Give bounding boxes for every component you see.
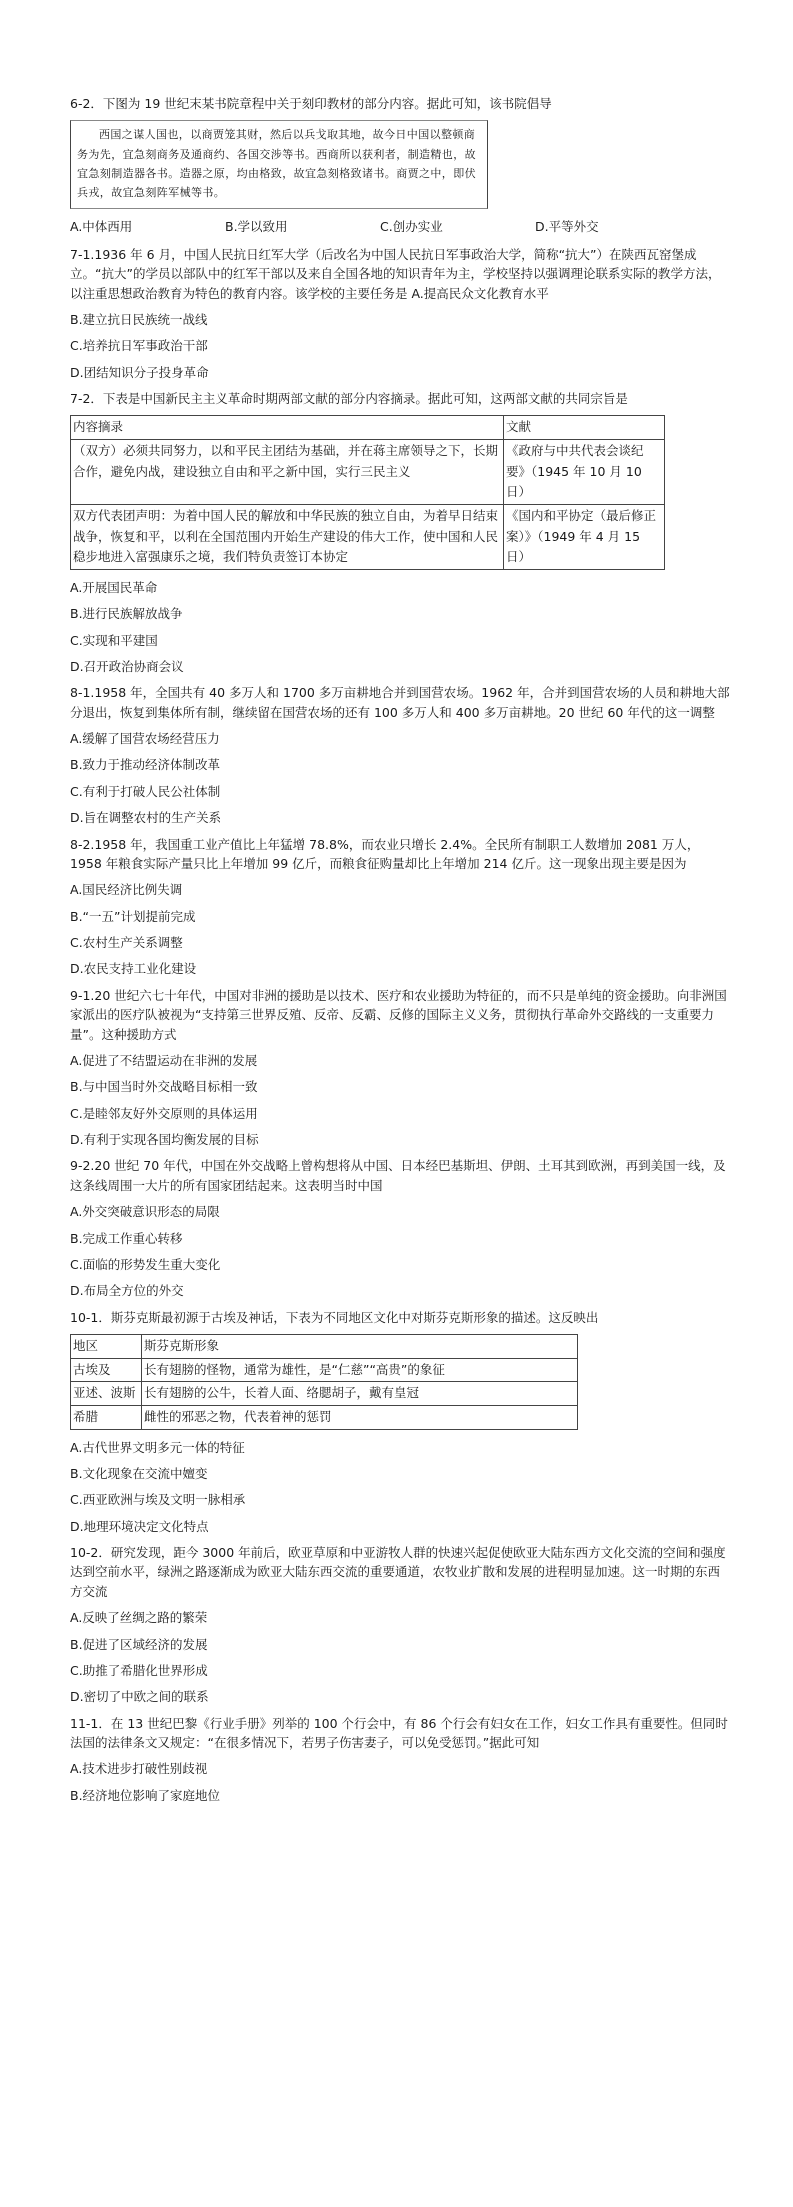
option-d: D.密切了中欧之间的联系 <box>70 1689 209 1705</box>
option-c: C.是睦邻友好外交原则的具体运用 <box>70 1105 258 1121</box>
option-d: D.地理环境决定文化特点 <box>70 1518 209 1534</box>
option-c: C.实现和平建国 <box>70 632 158 648</box>
option-b: B.促进了区域经济的发展 <box>70 1636 208 1652</box>
question-10-2-stem: 10-2．研究发现，距今 3000 年前后，欧亚草原和中亚游牧人群的快速兴起促使欧亚大陆东西方文化交流的空间和强度达到空前水平，绿洲之路逐渐成为欧亚大陆东西交流的重要通道，农牧业扩散和发展的进程明显加速。这一时期的东西方交流 <box>70 1545 726 1599</box>
option-a: A.反映了丝绸之路的繁荣 <box>70 1610 208 1626</box>
option-c: C.西亚欧洲与埃及文明一脉相承 <box>70 1492 246 1508</box>
option-b: B.致力于推动经济体制改革 <box>70 757 221 773</box>
option-d: D.农民支持工业化建设 <box>70 961 197 977</box>
option-b: B.“一五”计划提前完成 <box>70 908 196 924</box>
option-a: A.国民经济比例失调 <box>70 882 183 898</box>
table-row <box>71 440 665 505</box>
option-a: A.古代世界文明多元一体的特征 <box>70 1439 245 1455</box>
table-header-cell: 地区 <box>71 1335 142 1359</box>
table-header-cell: 文献 <box>504 416 665 440</box>
table-cell: 《政府与中共代表会谈纪要》（1945 年 10 月 10 日） <box>504 440 665 505</box>
option-b: B.与中国当时外交战略目标相一致 <box>70 1079 258 1095</box>
table-cell: 长有翅膀的怪物，通常为雄性，是“仁慈”“高贵”的象征 <box>142 1358 578 1382</box>
option-a: A.开展国民革命 <box>70 579 158 595</box>
option-c: C.创办实业 <box>380 219 443 235</box>
option-c: C.培养抗日军事政治干部 <box>70 338 208 354</box>
table-header-row <box>71 1335 578 1359</box>
question-6-2-options <box>70 217 730 236</box>
option-c: C.面临的形势发生重大变化 <box>70 1256 221 1272</box>
table-cell: 古埃及 <box>71 1358 142 1382</box>
option-b: B.学以致用 <box>225 219 288 235</box>
table-cell: 亚述、波斯 <box>71 1382 142 1406</box>
table-cell: 双方代表团声明：为着中国人民的解放和中华民族的独立自由，为着早日结束战争，恢复和平，以利在全国范围内开始生产建设的伟大工作，使中国和人民稳步地进入富强康乐之境，我们特负责签订本协定 <box>71 504 504 569</box>
question-7-2-stem: 7-2．下表是中国新民主主义革命时期两部文献的部分内容摘录。据此可知，这两部文献的共同宗旨是 <box>70 391 628 406</box>
exam-page <box>70 92 730 1812</box>
option-d: D.旨在调整农村的生产关系 <box>70 810 222 826</box>
option-b: B.文化现象在交流中嬗变 <box>70 1465 208 1481</box>
table-cell: 希腊 <box>71 1405 142 1429</box>
question-9-2-stem: 9-2.20 世纪 70 年代，中国在外交战略上曾构想将从中国、日本经巴基斯坦、伊朗、土耳其到欧洲，再到美国一线，及这条线周围一大片的所有国家团结起来。这表明当时中国 <box>70 1158 726 1193</box>
table-row <box>71 1358 578 1382</box>
option-b: B.经济地位影响了家庭地位 <box>70 1787 221 1803</box>
question-6-2-quote: 西国之谋人国也，以商贾笼其财，然后以兵戈取其地，故今日中国以整顿商务为先，宜急刻商务及通商约、各国交涉等书。西商所以获利者，制造精也，故宜急刻制造器各书。造器之原，均由格致，故宜急刻格致诸书。商贾之中，即伏兵戎，故宜急刻阵军械等书。 <box>70 120 488 209</box>
option-a: A.中体西用 <box>70 219 133 235</box>
question-10-1-table <box>70 1334 578 1430</box>
option-c: C.农村生产关系调整 <box>70 935 183 950</box>
option-b: B.建立抗日民族统一战线 <box>70 311 208 327</box>
question-7-2-table <box>70 415 665 569</box>
table-row <box>71 504 665 569</box>
option-d: D.有利于实现各国均衡发展的目标 <box>70 1132 259 1147</box>
question-7-1-stem: 7-1.1936 年 6 月，中国人民抗日红军大学（后改名为中国人民抗日军事政治大学，简称“抗大”）在陕西瓦窑堡成立。“抗大”的学员以部队中的红军干部以及来自全国各地的知识青年为主，学校坚持以强调理论联系实际的教学方法，以注重思想政治教育为特色的教育内容。该学校的主要任务是 A.提高民众文化教育水平 <box>70 246 721 301</box>
table-cell: （双方）必须共同努力，以和平民主团结为基础，并在蒋主席领导之下，长期合作，避免内战，建设独立自由和平之新中国，实行三民主义 <box>71 440 504 505</box>
option-b: B.进行民族解放战争 <box>70 606 183 622</box>
table-cell: 雌性的邪恶之物，代表着神的惩罚 <box>142 1405 578 1429</box>
option-b: B.完成工作重心转移 <box>70 1230 183 1246</box>
table-row <box>71 1382 578 1406</box>
option-a: A.促进了不结盟运动在非洲的发展 <box>70 1052 258 1068</box>
question-11-1-stem: 11-1．在 13 世纪巴黎《行业手册》列举的 100 个行会中，有 86 个行会有妇女在工作，妇女工作具有重要性。但同时法国的法律条文又规定：“在很多情况下，若男子伤害妻子，可以免受惩罚。”据此可知 <box>70 1715 728 1750</box>
table-header-cell: 斯芬克斯形象 <box>142 1335 578 1359</box>
question-8-1-stem: 8-1.1958 年，全国共有 40 多万人和 1700 多万亩耕地合并到国营农场。1962 年，合并到国营农场的人员和耕地大部分退出，恢复到集体所有制，继续留在国营农场的还有 100 多万人和 400 多万亩耕地。20 世纪 60 年代的这一调整 <box>70 685 730 720</box>
option-c: C.助推了希腊化世界形成 <box>70 1662 208 1678</box>
option-d: D.平等外交 <box>535 219 599 235</box>
option-c: C.有利于打破人民公社体制 <box>70 783 221 799</box>
table-header-row <box>71 416 665 440</box>
option-d: D.布局全方位的外交 <box>70 1283 184 1299</box>
option-a: A.缓解了国营农场经营压力 <box>70 731 220 746</box>
option-a: A.外交突破意识形态的局限 <box>70 1204 220 1220</box>
question-9-1-stem: 9-1.20 世纪六七十年代，中国对非洲的援助是以技术、医疗和农业援助为特征的，而不只是单纯的资金援助。向非洲国家派出的医疗队被视为“支持第三世界反殖、反帝、反霸、反修的国际主义义务，贯彻执行革命外交路线的一支重要力量”。这种援助方式 <box>70 987 727 1042</box>
option-a: A.技术进步打破性别歧视 <box>70 1761 208 1777</box>
table-cell: 《国内和平协定（最后修正案）》（1949 年 4 月 15 日） <box>504 504 665 569</box>
table-cell: 长有翅膀的公牛，长着人面、络腮胡子，戴有皇冠 <box>142 1382 578 1406</box>
question-6-2-stem: 6-2．下图为 19 世纪末某书院章程中关于刻印教材的部分内容。据此可知，该书院倡导 <box>70 96 552 111</box>
question-10-1-stem: 10-1．斯芬克斯最初源于古埃及神话，下表为不同地区文化中对斯芬克斯形象的描述。这反映出 <box>70 1309 599 1325</box>
table-header-cell: 内容摘录 <box>71 416 504 440</box>
option-d: D.召开政治协商会议 <box>70 658 184 674</box>
table-row <box>71 1405 578 1429</box>
question-8-2-stem: 8-2.1958 年，我国重工业产值比上年猛增 78.8%，而农业只增长 2.4%。全民所有制职工人数增加 2081 万人，1958 年粮食实际产量只比上年增加 99 亿斤，而粮食征购量却比上年增加 214 亿斤。这一现象出现主要是因为 <box>70 836 700 871</box>
option-d: D.团结知识分子投身革命 <box>70 364 209 380</box>
